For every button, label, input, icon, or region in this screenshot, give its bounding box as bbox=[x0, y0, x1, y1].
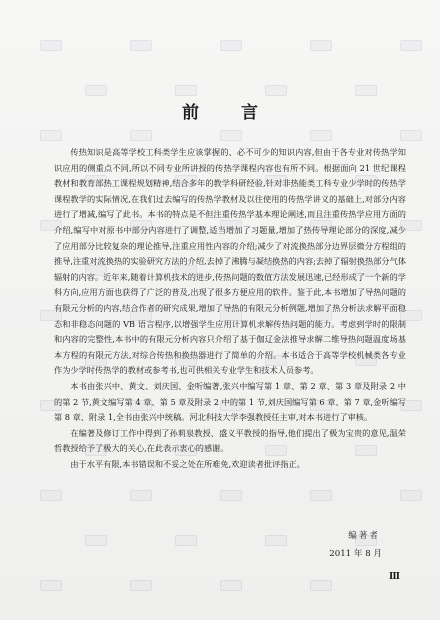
watermark-mark bbox=[220, 130, 242, 141]
watermark-mark bbox=[400, 130, 422, 141]
watermark-mark bbox=[40, 580, 62, 591]
watermark-mark bbox=[265, 85, 287, 96]
preface-body bbox=[54, 145, 406, 472]
paragraph: 传热知识是高等学校工科类学生应该掌握的、必不可少的知识内容,但由于各专业对传热学知识应用的侧重点不同,所以不同专业所讲授的传热学课程内容也有所不同。根据面向 21 世纪课程教材和教育部热工课程规划精神,结合多年的教学科研经验,针对非热能类工科专业少学时的传热学课程教学的实际情况,在我们过去编写的传热学教材及以往使用的传热学讲义的基础上,对部分内容进行了增减,编写了此书。本书的特点是不但注重传热学基本理论阐述,而且注重传热学应用方面的介绍,编写中对原书中部分内容进行了调整,适当增加了习题量,增加了热传导理论部分的深度,减少了应用部分比较复杂的理论推导,注重应用性内容的介绍;减少了对流换热部分边界层微分方程组的推导,注重对流换热的实验研究方法的介绍,去掉了沸腾与凝结换热的内容;去掉了辐射换热部分气体辐射的内容。近年来,随着计算机技术的进步,传热问题的数值方法发展迅速,已经形成了一个新的学科方向,应用方面也获得了广泛的普及,出现了很多方便应用的软件。鉴于此,本书增加了导热问题的有限元分析的内容,结合作者的研究成果,增加了导热的有限元分析例题,增加了热分析法求解平面稳态和非稳态问题的 VB 语言程序,以增强学生应用计算机求解传热问题的能力。考虑到学时的限制和内容的完整性,本书中的有限元分析内容只介绍了基于伽辽金法推导求解二维导热问题温度场基本方程的有限元方法,对综合传热和换热器进行了简单的介绍。本书适合于高等学校机械类各专业作为少学时传热学的教材或参考书,也可供相关专业学生和技术人员参考。 bbox=[54, 147, 406, 376]
watermark-mark bbox=[220, 580, 242, 591]
paragraph: 在编著及修订工作中得到了孙莉泉教授、盛义平教授的指导,他们提出了极为宝贵的意见,温荣哲教授给予了极大的关心,在此表示衷心的感谢。 bbox=[54, 427, 406, 454]
watermark-mark bbox=[40, 490, 62, 501]
paragraph: 本书由张兴中、黄文、刘庆国、金听编著,张兴中编写第 1 章、第 2 章、第 3 章及附录 2 中的第 2 节,黄文编写第 4 章、第 5 章及附录 2 中的第 1 节,刘庆国编写第 6 章、第 7 章,金听编写第 8 章、附录 1,全书由张兴中统稿。河北科技大学李强教授任主审,对本书进行了审核。 bbox=[54, 380, 406, 423]
watermark-mark bbox=[130, 580, 152, 591]
watermark-mark bbox=[175, 85, 197, 96]
paragraph: 由于水平有限,本书错误和不妥之处在所难免,欢迎读者批评指正。 bbox=[70, 458, 305, 469]
watermark-mark bbox=[310, 580, 332, 591]
watermark-mark bbox=[130, 130, 152, 141]
watermark-mark bbox=[310, 40, 332, 51]
author-label: 编著者 bbox=[348, 531, 380, 541]
watermark-mark bbox=[220, 40, 242, 51]
date-label: 2011 年 8 月 bbox=[329, 549, 382, 559]
page-title: 前 言 bbox=[182, 103, 276, 123]
signature-block bbox=[329, 527, 382, 563]
watermark-mark bbox=[175, 535, 197, 546]
watermark-mark bbox=[220, 490, 242, 501]
watermark-mark bbox=[310, 490, 332, 501]
watermark-mark bbox=[85, 535, 107, 546]
watermark-mark bbox=[85, 85, 107, 96]
watermark-mark bbox=[400, 490, 422, 501]
watermark-mark bbox=[40, 40, 62, 51]
page-number: Ⅲ bbox=[389, 572, 400, 582]
watermark-mark bbox=[265, 535, 287, 546]
watermark-mark bbox=[130, 40, 152, 51]
watermark-mark bbox=[130, 490, 152, 501]
watermark-mark bbox=[355, 85, 377, 96]
watermark-mark bbox=[40, 130, 62, 141]
watermark-mark bbox=[310, 130, 332, 141]
watermark-mark bbox=[400, 40, 422, 51]
